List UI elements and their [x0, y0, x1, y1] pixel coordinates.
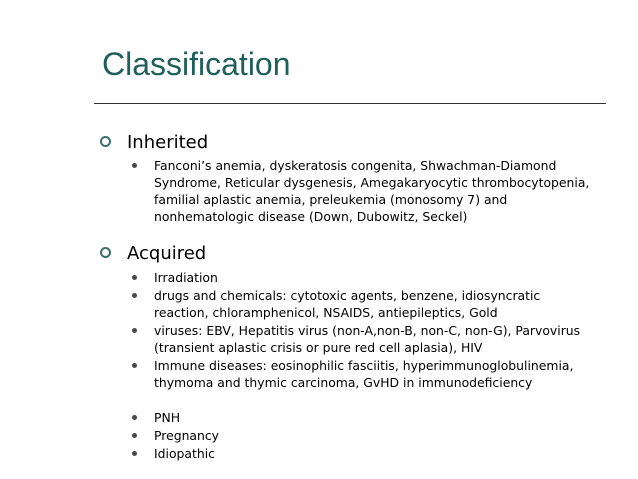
list-item-text: Fanconi’s anemia, dyskeratosis congenita, Shwachman-Diamond Syndrome, Reticular dysgenesis, Amegakaryocytic thrombocytopenia, familial aplastic anemia, preleukemia (monosomy 7) and nonhematologic disease (Down, Dubowitz, Seckel): [154, 158, 590, 224]
ring-bullet-icon: [100, 136, 111, 147]
list-item-text: Immune diseases: eosinophilic fasciitis, hyperimmunoglobulinemia, thymoma and thymic carcinoma, GvHD in immunodeficiency: [154, 358, 574, 390]
list-item-text: Idiopathic: [154, 446, 215, 461]
list-item-text: drugs and chemicals: cytotoxic agents, benzene, idiosyncratic reaction, chloramphenicol, NSAIDS, antiepileptics, Gold: [154, 288, 541, 320]
bullet-dot-icon: [132, 328, 137, 333]
slide-title: Classification: [102, 46, 291, 82]
bullet-dot-icon: [132, 163, 137, 168]
section-heading-label: Acquired: [127, 243, 207, 264]
list-item-text: viruses: EBV, Hepatitis virus (non-A,non-B, non-C, non-G), Parvovirus (transient aplastic crisis or pure red cell aplasia), HIV: [154, 323, 581, 355]
list-item-text: PNH: [154, 410, 181, 425]
bullet-dot-icon: [132, 415, 137, 420]
bullet-dot-icon: [132, 451, 137, 456]
bullet-dot-icon: [132, 433, 137, 438]
section-heading-label: Inherited: [127, 132, 209, 153]
bullet-dot-icon: [132, 275, 137, 280]
title-divider: [94, 103, 606, 104]
bullet-dot-icon: [132, 293, 137, 298]
list-item-text: Pregnancy: [154, 428, 220, 443]
list-item-text: Irradiation: [154, 270, 218, 285]
ring-bullet-icon: [100, 247, 111, 258]
bullet-dot-icon: [132, 363, 137, 368]
